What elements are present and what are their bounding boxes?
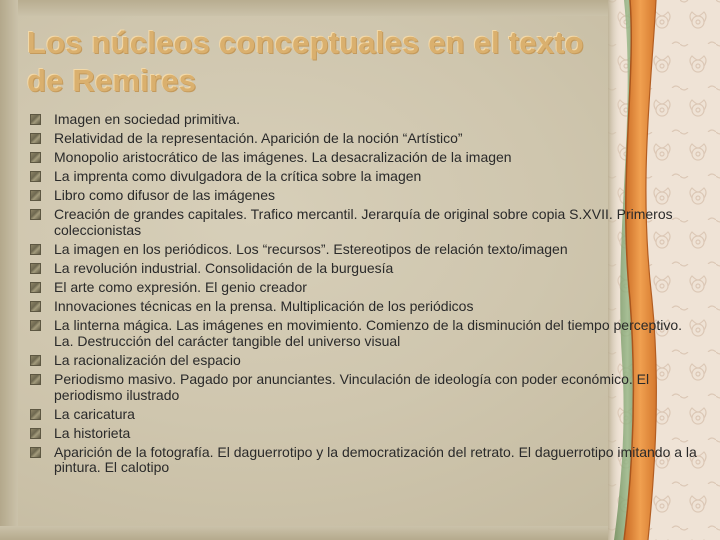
list-item: [30, 407, 700, 423]
slide-frame-bottom: [0, 526, 620, 540]
list-item-text: Imagen en sociedad primitiva.: [54, 111, 240, 127]
list-item-text: Monopolio aristocrático de las imágenes. La desacralización de la imagen: [54, 149, 512, 166]
square-bullet-icon: [30, 209, 41, 220]
list-item: [30, 353, 700, 369]
list-item-text: La revolución industrial. Consolidación de la burguesía: [54, 260, 394, 277]
list-item: [30, 112, 700, 128]
square-bullet-icon: [30, 152, 41, 163]
square-bullet-icon: [30, 114, 41, 125]
square-bullet-icon: [30, 409, 41, 420]
square-bullet-icon: [30, 374, 41, 385]
list-item-text: Aparición de la fotografía. El daguerrotipo y la democratización del retrato. El daguerrotipo imitando a la pintura. El calotipo: [54, 443, 697, 476]
list-item: [30, 131, 700, 147]
list-item-text: Libro como difusor de las imágenes: [54, 187, 276, 204]
list-item: [30, 372, 700, 403]
square-bullet-icon: [30, 301, 41, 312]
list-item: [30, 207, 700, 238]
list-item: [30, 169, 700, 185]
list-item: [30, 280, 700, 296]
list-item-text: Innovaciones técnicas en la prensa. Multiplicación de los periódicos: [54, 298, 474, 315]
list-item: [30, 242, 700, 258]
list-item: [30, 318, 700, 349]
slide-title: Los núcleos conceptuales en el texto de Remires: [27, 25, 584, 98]
slide-frame-left: [0, 0, 18, 540]
square-bullet-icon: [30, 428, 41, 439]
list-item-text: La racionalización del espacio: [54, 352, 241, 369]
square-bullet-icon: [30, 190, 41, 201]
square-bullet-icon: [30, 133, 41, 144]
list-item: [30, 261, 700, 277]
square-bullet-icon: [30, 282, 41, 293]
square-bullet-icon: [30, 447, 41, 458]
square-bullet-icon: [30, 263, 41, 274]
list-item-text: El arte como expresión. El genio creador: [54, 279, 307, 296]
list-item: [30, 188, 700, 204]
list-item-text: Periodismo masivo. Pagado por anunciantes. Vinculación de ideología con poder económico. El periodismo ilustrado: [54, 371, 650, 403]
list-item-text: Relatividad de la representación. Aparición de la noción “Artístico”: [54, 130, 463, 147]
list-item: [30, 299, 700, 315]
list-item: [30, 445, 700, 476]
list-item-text: Creación de grandes capitales. Trafico mercantil. Jerarquía de original sobre copia S.XVII. Primeros coleccionistas: [54, 206, 673, 238]
square-bullet-icon: [30, 244, 41, 255]
list-item-text: La linterna mágica. Las imágenes en movimiento. Comienzo de la disminución del tiempo perceptivo. La. Destrucción del carácter tangible del universo visual: [54, 317, 682, 349]
list-item-text: La historieta: [54, 424, 131, 441]
list-item-text: La caricatura: [54, 405, 135, 422]
square-bullet-icon: [30, 355, 41, 366]
square-bullet-icon: [30, 171, 41, 182]
list-item-text: La imprenta como divulgadora de la crítica sobre la imagen: [54, 168, 422, 185]
list-item: [30, 150, 700, 166]
list-item-text: La imagen en los periódicos. Los “recursos”. Estereotipos de relación texto/imagen: [54, 241, 568, 258]
square-bullet-icon: [30, 320, 41, 331]
slide-frame-top: [0, 0, 620, 16]
bullet-list: [30, 112, 700, 480]
list-item: [30, 426, 700, 442]
